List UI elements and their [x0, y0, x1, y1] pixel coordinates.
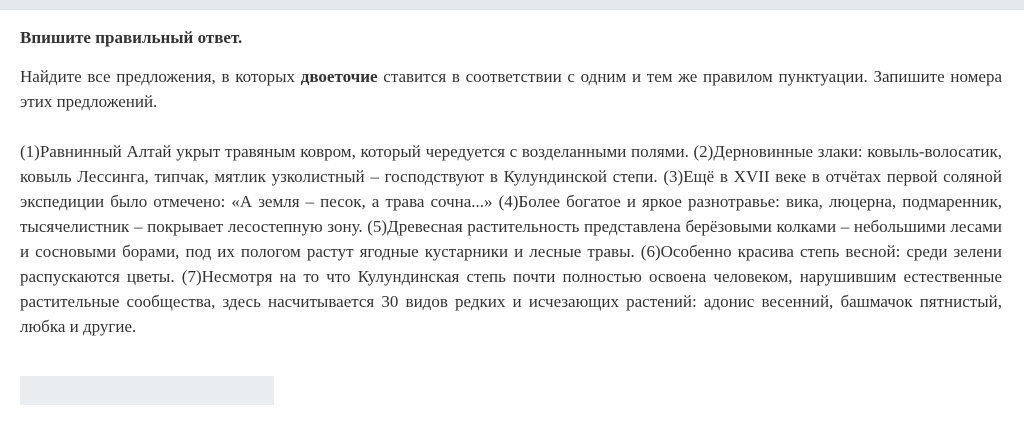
- task-prompt: [20, 64, 1002, 114]
- task-text: (1)Равнинный Алтай укрыт травяным ковром, который чередуется с возделанными полями. (2)Дерновинные злаки: ковыль-волосатик, ковыль Лессинга, типчак, мятлик узколистный – господствуют в Кулундинской степи. (3)Ещё в XVII веке в отчётах первой соляной экспедиции было отмечено: «А земля – песок, а трава сочна...» (4)Более богатое и яркое разнотравье: вика, люцерна, подмаренник, тысячелистник – покрывает лесостепную зону. (5)Древесная растительность представлена берёзовыми колками – небольшими лесами и сосновыми борами, под их пологом растут ягодные кустарники и лесные травы. (6)Особенно красива степь весной: среди зелени распускаются цветы. (7)Несмотря на то что Кулундинская степь почти полностью освоена человеком, нарушившим естественные растительные сообщества, здесь насчитывается 30 видов редких и исчезающих растений: адонис весенний, башмачок пятнистый, любка и другие.: [20, 142, 1002, 336]
- task-title: Впишите правильный ответ.: [20, 28, 243, 47]
- prompt-text-end: ставится в соответствии с одним и тем же правилом пунктуации. Запишите номера этих предложений.: [20, 67, 1002, 111]
- prompt-keyword: двоеточие: [300, 67, 378, 86]
- task-block: [20, 27, 1002, 339]
- prompt-text-start: Найдите все предложения, в которых: [20, 67, 301, 86]
- answer-input[interactable]: [20, 376, 274, 405]
- top-bar: [0, 0, 1024, 10]
